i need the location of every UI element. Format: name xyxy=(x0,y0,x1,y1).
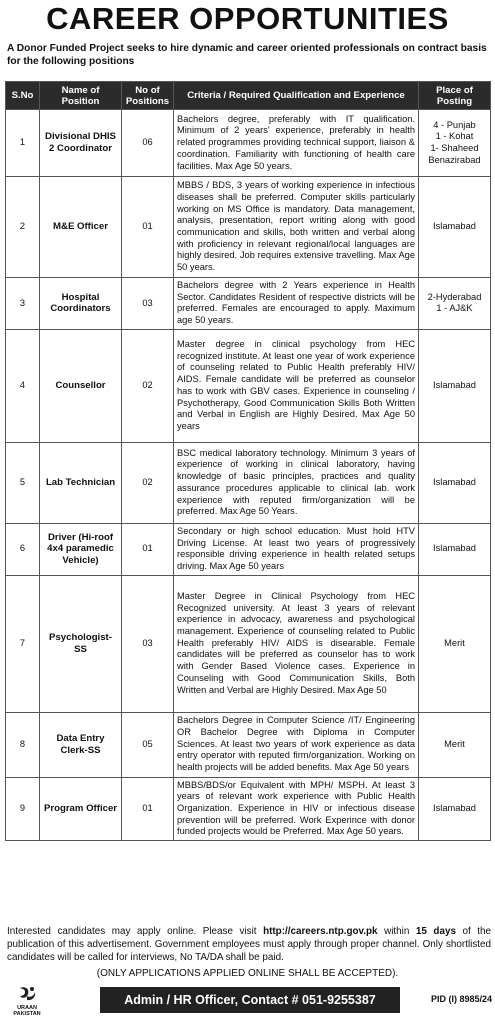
page-title: CAREER OPPORTUNITIES xyxy=(46,1,449,36)
header-criteria: Criteria / Required Qualification and Experience xyxy=(174,82,419,110)
cell-positions-count: 01 xyxy=(122,523,174,575)
cell-criteria: BSC medical laboratory technology. Minimum 3 years of experience of working in clinical laboratory, having knowledge of basic principles, practices and quality assurance procedures applicable to clinical lab. work experience with reputed firm/organization will be preferred. Max Age 50 Years. xyxy=(174,442,419,523)
cell-positions-count: 05 xyxy=(122,712,174,777)
cell-place: Islamabad xyxy=(419,777,491,841)
cell-place: Islamabad xyxy=(419,177,491,278)
table-row xyxy=(6,712,491,777)
header-place: Place of Posting xyxy=(419,82,491,110)
header-position: Name of Position xyxy=(40,82,122,110)
cell-position: Counsellor xyxy=(40,329,122,442)
cell-positions-count: 01 xyxy=(122,777,174,841)
cell-criteria: Secondary or high school education. Must hold HTV Driving License. At least two years of progressively responsible driving experience in health related setups driving. Max Age 50 years xyxy=(174,523,419,575)
cell-position: Lab Technician xyxy=(40,442,122,523)
cell-criteria: Bachelors degree with 2 Years experience in Health Sector. Candidates Resident of respective districts will be preferred. Females are encouraged to apply. Maximum age 50 years. xyxy=(174,278,419,330)
positions-table xyxy=(5,81,491,841)
cell-sno: 9 xyxy=(6,777,40,841)
cell-positions-count: 03 xyxy=(122,278,174,330)
cell-place: Islamabad xyxy=(419,442,491,523)
cell-position: Program Officer xyxy=(40,777,122,841)
cell-sno: 4 xyxy=(6,329,40,442)
table-row xyxy=(6,442,491,523)
table-row xyxy=(6,575,491,712)
application-instructions xyxy=(7,925,491,964)
cell-place: Islamabad xyxy=(419,329,491,442)
table-row xyxy=(6,177,491,278)
header-sno: S.No xyxy=(6,82,40,110)
cell-sno: 8 xyxy=(6,712,40,777)
cell-sno: 7 xyxy=(6,575,40,712)
cell-position: Hospital Coordinators xyxy=(40,278,122,330)
cell-position: Driver (Hi-roof 4x4 paramedic Vehicle) xyxy=(40,523,122,575)
cell-place: Merit xyxy=(419,575,491,712)
cell-sno: 6 xyxy=(6,523,40,575)
table-header-row xyxy=(6,82,491,110)
cell-sno: 3 xyxy=(6,278,40,330)
logo-icon xyxy=(8,984,46,1006)
cell-positions-count: 01 xyxy=(122,177,174,278)
cell-place: Merit xyxy=(419,712,491,777)
cell-positions-count: 02 xyxy=(122,329,174,442)
header-positions-count: No of Positions xyxy=(122,82,174,110)
cell-criteria: MBBS / BDS, 3 years of working experience in infectious diseases shall be preferred. Computer skills particularly working on MS Office is mandatory. Data management, analysis, presentation, report writing along with good communication and skills, both written and verbal along with proficiency in relevant regional/local languages are highly desired. Job requires extensive travelling. Max Age 50 years. xyxy=(174,177,419,278)
table-row xyxy=(6,329,491,442)
pid-number: PID (I) 8985/24 xyxy=(430,994,492,1004)
cell-position: M&E Officer xyxy=(40,177,122,278)
table-row xyxy=(6,278,491,330)
cell-positions-count: 03 xyxy=(122,575,174,712)
cell-positions-count: 06 xyxy=(122,110,174,177)
cell-positions-count: 02 xyxy=(122,442,174,523)
careers-link[interactable]: http://careers.ntp.gov.pk xyxy=(263,926,378,937)
cell-criteria: Bachelors Degree in Computer Science /IT/ Engineering OR Bachelor Degree with Diploma in Computer Sciences. At least two years of work experience as data entry operator with reputed firm/organization. Working on health projects will be added benefits. Max Age 50 years xyxy=(174,712,419,777)
footer-text-2: within xyxy=(377,926,416,937)
cell-sno: 5 xyxy=(6,442,40,523)
logo-label: URAAN PAKISTAN xyxy=(13,1005,41,1017)
cell-place: Islamabad xyxy=(419,523,491,575)
deadline-days: 15 days xyxy=(415,926,456,937)
cell-place: 4 - Punjab 1 - Kohat 1- Shaheed Benazirabad xyxy=(419,110,491,177)
cell-criteria: Master degree in clinical psychology from HEC recognized institute. At least one year of work experience of counseling related to Public Health preferably HIV/ AIDS. Female candidate will be preferred as counselor has to work with GBV cases. Experience in counseling / Psychotherapy, Good Communication Skills Both Written and Verbal in English are Highly Desired. Max Age 50 years xyxy=(174,329,419,442)
contact-banner: Admin / HR Officer, Contact # 051-9255387 xyxy=(100,987,400,1013)
table-row xyxy=(6,777,491,841)
cell-position: Divisional DHIS 2 Coordinator xyxy=(40,110,122,177)
cell-place: 2-Hyderabad 1 - AJ&K xyxy=(419,278,491,330)
intro-text: A Donor Funded Project seeks to hire dynamic and career oriented professionals on contract basis for the following positions xyxy=(7,43,487,67)
cell-criteria: Master Degree in Clinical Psychology from HEC Recognized university. At least 3 years of relevant experience in advocacy, awareness and psychological management. Experience of counseling related to Public Health preferably HIV/ AIDS is disearable. Female candidates will be preferred as counselor has to work with Gender Based Violence cases. Experience in Counseling with Good Communication Skills, Both Written and Verbal are Highly Desired. Max Age 50 xyxy=(174,575,419,712)
cell-sno: 2 xyxy=(6,177,40,278)
cell-criteria: MBBS/BDS/or Equivalent with MPH/ MSPH. At least 3 years of relevant work experience with Public Health Organization. Experience in HIV or infectious disease prevention will be preferred. Work Experince with donor funded projects would be Preferred. Max Age 50 years. xyxy=(174,777,419,841)
online-only-note: (ONLY APPLICATIONS APPLIED ONLINE SHALL BE ACCEPTED). xyxy=(96,968,399,979)
footer-text-1: Interested candidates may apply online. Please visit xyxy=(7,926,264,937)
uraan-pakistan-logo xyxy=(8,984,46,1020)
table-row xyxy=(6,523,491,575)
cell-sno: 1 xyxy=(6,110,40,177)
footer-text-3: of the publication of this advertisement. Government employees must apply through proper channel. Only shortlisted candidates will be called for interviews, No TA/DA shall be paid. xyxy=(7,926,492,963)
table-row xyxy=(6,110,491,177)
cell-position: Data Entry Clerk-SS xyxy=(40,712,122,777)
cell-position: Psychologist-SS xyxy=(40,575,122,712)
cell-criteria: Bachelors degree, preferably with IT qualification. Minimum of 2 years' experience, preferably in health related programmes providing technical support, liaison & coordination. Familiarity with functioning of health care facilities. Max Age 50 years. xyxy=(174,110,419,177)
